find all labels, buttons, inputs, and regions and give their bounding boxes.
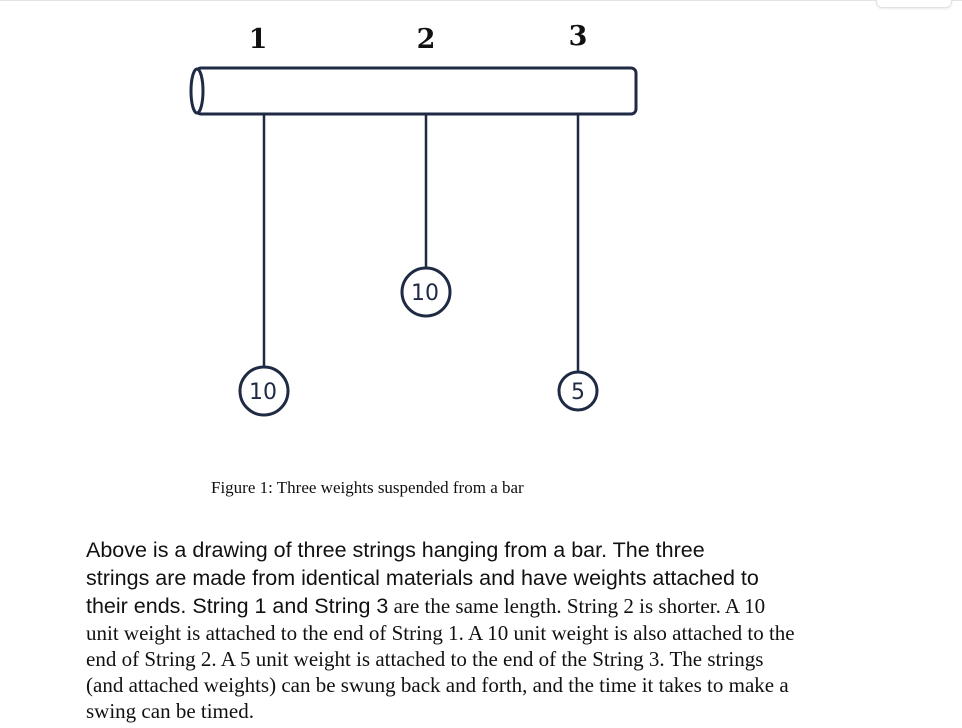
weight-1-label: 10 <box>249 380 277 405</box>
figure-caption: Figure 1: Three weights suspended from a bar <box>211 478 524 497</box>
description-paragraph <box>86 536 906 724</box>
paragraph-line-4: unit weight is attached to the end of String 1. A 10 unit weight is also attached to the <box>86 621 795 645</box>
paragraph-line-2: strings are made from identical materials and have weights attached to <box>86 566 759 590</box>
weight-1 <box>240 367 288 415</box>
string-1-number: 1 <box>248 24 268 55</box>
paragraph-line-3 <box>86 592 906 620</box>
weight-2 <box>402 268 450 316</box>
weight-2-label: 10 <box>411 281 439 306</box>
bar <box>191 68 636 114</box>
paragraph-line-3-serif: are the same length. String 2 is shorter. A 10 <box>388 594 766 618</box>
string-3-number: 3 <box>568 21 588 52</box>
paragraph-line-6: (and attached weights) can be swung back and forth, and the time it takes to make a <box>86 673 789 697</box>
paragraph-line-7: swing can be timed. <box>86 699 254 723</box>
paragraph-line-5: end of String 2. A 5 unit weight is attached to the end of the String 3. The strings <box>86 647 764 671</box>
string-2-number: 2 <box>416 24 436 55</box>
paragraph-line-3-sans: their ends. String 1 and String 3 <box>86 594 389 618</box>
paragraph-line-1: Above is a drawing of three strings hanging from a bar. The three <box>86 538 705 562</box>
weight-3-label: 5 <box>571 380 585 405</box>
weight-3 <box>559 372 597 410</box>
